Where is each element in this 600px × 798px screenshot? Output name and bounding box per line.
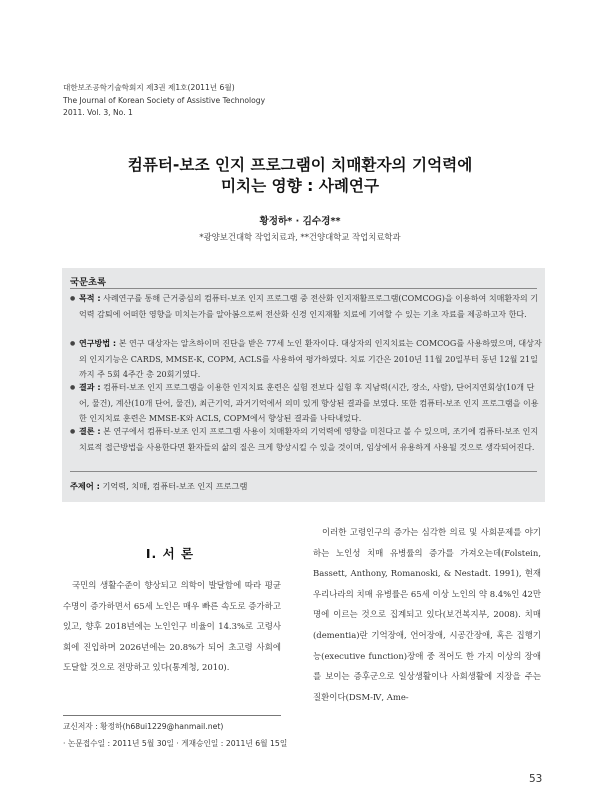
result-text: 컴퓨터-보조 인지 프로그램을 이용한 인지치료 훈련은 실험 전보다 실험 후 지남력(시간, 장소, 사람), 단어지연회상(10개 단어, 물건), 계산(10개 단어, 물건), 최근기억, 과거기억에서 의미 있게 향상된 결과를 보였다. 또한 컴퓨터-보조 인지 프로그램을 이용한 인지치료 훈련은 MMSE-K와 ACLS, COPM에서 향상된 결과를 나타내었다. bbox=[79, 383, 539, 424]
conclusion-label: 결론 : bbox=[79, 427, 101, 436]
intro-left-column bbox=[63, 575, 281, 678]
title-line-2: 미치는 영향 : 사례연구 bbox=[220, 177, 380, 195]
method-text: 본 연구 대상자는 알츠하이머 진단을 받은 77세 노인 환자이다. 대상자의 인지치료는 COMCOG를 사용하였으며, 대상자의 인지기능은 CARDS, MMSE-K, COPM, ACLS를 사용하여 평가하였다. 치료 기간은 2010년 11월 20일부터 동년 12월 21일까지 주 5회 4주간 총 20회기였다. bbox=[79, 339, 542, 380]
method-label: 연구방법 : bbox=[79, 339, 117, 348]
title-line-1: 컴퓨터-보조 인지 프로그램이 치매환자의 기억력에 bbox=[127, 156, 473, 174]
journal-header bbox=[63, 82, 265, 120]
section-title: Ⅰ. 서 론 bbox=[145, 546, 195, 561]
abstract-divider-bottom bbox=[70, 471, 537, 472]
journal-name-english: The Journal of Korean Society of Assistive Technology bbox=[63, 95, 266, 105]
abstract-result bbox=[70, 380, 543, 427]
bullet-icon: ● bbox=[70, 340, 76, 347]
abstract-purpose bbox=[70, 291, 543, 322]
intro-paragraph-2: 이러한 고령인구의 증가는 심각한 의료 및 사회문제를 야기하는 노인성 치매 유병률의 증가를 가져오는데(Folstein, Bassett, Anthony, Romanoski, & Nestadt. 1991), 현재 우리나라의 치매 유병률은 65세 이상 노인의 약 8.4%인 42만 명에 이르는 것으로 집계되고 있다(보건복지부, 2008). 치매(dementia)란 기억장애, 언어장애, 시공간장애, 혹은 집행기능(executive function)장애 중 적어도 한 가지 이상의 장애를 보이는 증후군으로 일상생활이나 사회생활에 지장을 주는 질환이다(DSM-Ⅳ, Ame- bbox=[313, 527, 541, 702]
keywords bbox=[70, 481, 247, 492]
affiliations: *광양보건대학 작업치료과, **건양대학교 작업치료학과 bbox=[199, 232, 401, 242]
journal-volume: 2011. Vol. 3, No. 1 bbox=[63, 108, 133, 118]
footnote-dates: · 논문접수일 : 2011년 5월 30일 · 게재승인일 : 2011년 6월 15일 bbox=[63, 739, 288, 748]
intro-right-column bbox=[313, 522, 541, 707]
conclusion-text: 본 연구에서 컴퓨터-보조 인지 프로그램 사용이 치매환자의 기억력에 영향을 미친다고 볼 수 있으며, 조기에 컴퓨터-보조 인지 치료적 접근방법을 사용한다면 환자들의 삶의 질은 크게 향상시킬 수 있을 것이며, 임상에서 유용하게 사용될 것으로 생각되어진다. bbox=[79, 427, 539, 452]
abstract-method bbox=[70, 336, 543, 383]
intro-paragraph-1: 국민의 생활수준이 향상되고 의학이 발달함에 따라 평균 수명이 증가하면서 65세 노인은 매우 빠른 속도로 증가하고 있고, 향후 2018년에는 노인인구 비율이 14.3%로 고령사회에 진입하며 2026년에는 20.8%가 되어 초고령 사회에 도달할 것으로 전망하고 있다(통계청, 2010). bbox=[63, 580, 281, 673]
abstract-divider-top bbox=[70, 288, 537, 289]
paper-title bbox=[0, 155, 600, 197]
authors: 황정하* · 김수경** bbox=[259, 216, 341, 227]
bullet-icon: ● bbox=[70, 295, 76, 302]
page-number: 53 bbox=[529, 773, 543, 785]
purpose-text: 사례연구를 통해 근거중심의 컴퓨터-보조 인지 프로그램 중 전산화 인지재활프로그램(COMCOG)을 이용하여 치매환자의 기억력 감퇴에 어떠한 영향을 미치는가를 알아봄으로써 전산화 신경 인지재활 치료에 기여할 수 있는 기초 자료를 제공하고자 한다. bbox=[79, 294, 539, 319]
footnote-divider bbox=[63, 715, 281, 716]
footnote-corresponding: 교신저자 : 황정하(h68ui1229@hanmail.net) bbox=[63, 722, 224, 731]
abstract-conclusion bbox=[70, 424, 543, 455]
result-label: 결과 : bbox=[79, 383, 101, 392]
bullet-icon: ● bbox=[70, 384, 76, 391]
keywords-text: 기억력, 치매, 컴퓨터-보조 인지 프로그램 bbox=[102, 481, 248, 491]
bullet-icon: ● bbox=[70, 428, 76, 435]
keywords-label: 주제어 : bbox=[70, 481, 100, 491]
purpose-label: 목적 : bbox=[79, 294, 101, 303]
abstract-heading: 국문초록 bbox=[70, 277, 106, 288]
journal-name-korean: 대한보조공학기술학회지 제3권 제1호(2011년 6월) bbox=[63, 83, 235, 92]
